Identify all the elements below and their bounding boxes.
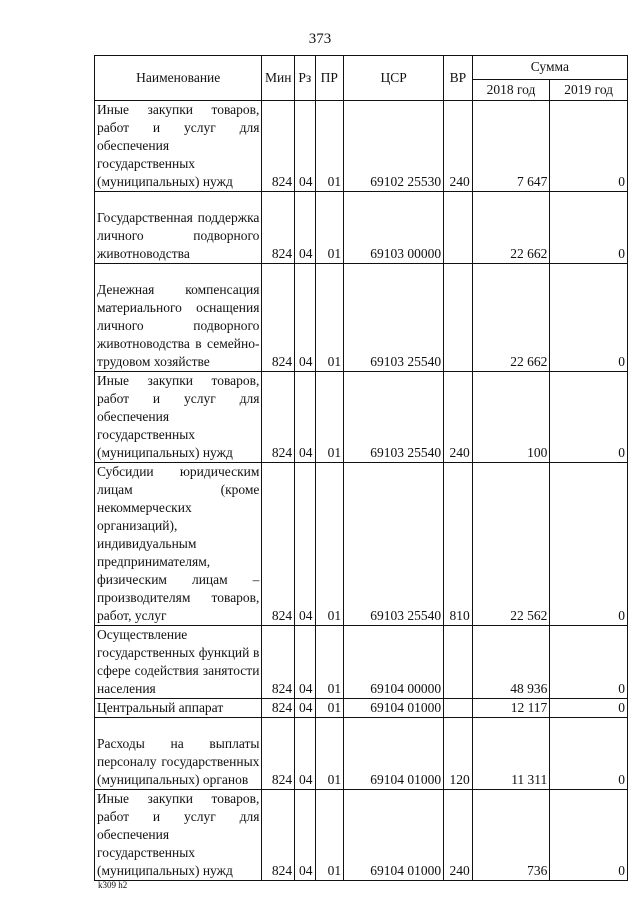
row-min: 824	[262, 463, 295, 626]
row-vr: 240	[444, 790, 473, 881]
row-csr: 69104 01000	[344, 699, 444, 718]
row-min: 824	[262, 192, 295, 264]
row-min: 824	[262, 372, 295, 463]
row-vr	[444, 699, 473, 718]
row-name: Государственная поддержка личного подворного животноводства	[95, 192, 262, 264]
row-min: 824	[262, 264, 295, 372]
row-sum-2019: 0	[550, 699, 628, 718]
row-name: Центральный аппарат	[95, 699, 262, 718]
row-rz: 04	[295, 718, 315, 790]
row-min: 824	[262, 718, 295, 790]
row-sum-2019: 0	[550, 192, 628, 264]
row-csr: 69103 25540	[344, 372, 444, 463]
row-sum-2018: 12 117	[472, 699, 550, 718]
row-name: Субсидии юридическим лицам (кроме некоммерческих организаций), индивидуальным предпринимателям, физическим лицам – производителям товаров, работ, услуг	[95, 463, 262, 626]
row-pr: 01	[315, 101, 344, 192]
page-number: 373	[308, 31, 332, 47]
row-rz: 04	[295, 626, 315, 699]
row-sum-2018: 736	[472, 790, 550, 881]
row-csr: 69104 01000	[344, 718, 444, 790]
header-rz: Рз	[295, 56, 315, 101]
row-sum-2018: 11 311	[472, 718, 550, 790]
row-pr: 01	[315, 699, 344, 718]
row-vr: 810	[444, 463, 473, 626]
row-sum-2019: 0	[550, 264, 628, 372]
header-min: Мин	[262, 56, 295, 101]
header-csr: ЦСР	[344, 56, 444, 101]
row-csr: 69104 01000	[344, 790, 444, 881]
row-vr	[444, 264, 473, 372]
header-year-2018: 2018 год	[472, 79, 550, 100]
row-rz: 04	[295, 699, 315, 718]
row-sum-2019: 0	[550, 463, 628, 626]
table-row	[95, 699, 628, 718]
row-csr: 69103 00000	[344, 192, 444, 264]
row-min: 824	[262, 101, 295, 192]
row-name: Расходы на выплаты персоналу государственных (муниципальных) органов	[95, 718, 262, 790]
table-row	[95, 101, 628, 192]
row-name: Иные закупки товаров, работ и услуг для обеспечения государственных (муниципальных) нужд	[95, 101, 262, 192]
table-row	[95, 718, 628, 790]
table-row	[95, 372, 628, 463]
footer-code: k309 h2	[98, 880, 128, 890]
header-name: Наименование	[95, 56, 262, 101]
row-sum-2018: 22 662	[472, 192, 550, 264]
row-csr: 69102 25530	[344, 101, 444, 192]
row-name: Осуществление государственных функций в сфере содействия занятости населения	[95, 626, 262, 699]
row-sum-2018: 7 647	[472, 101, 550, 192]
table-row	[95, 626, 628, 699]
row-csr: 69103 25540	[344, 264, 444, 372]
row-pr: 01	[315, 192, 344, 264]
table-row	[95, 192, 628, 264]
row-csr: 69104 00000	[344, 626, 444, 699]
row-sum-2018: 22 562	[472, 463, 550, 626]
row-rz: 04	[295, 372, 315, 463]
row-sum-2019: 0	[550, 626, 628, 699]
table-row	[95, 463, 628, 626]
row-pr: 01	[315, 264, 344, 372]
table-row	[95, 790, 628, 881]
row-pr: 01	[315, 718, 344, 790]
header-vr: ВР	[444, 56, 473, 101]
header-year-2019: 2019 год	[550, 79, 628, 100]
row-sum-2019: 0	[550, 101, 628, 192]
header-sum: Сумма	[472, 56, 627, 80]
row-name: Иные закупки товаров, работ и услуг для обеспечения государственных (муниципальных) нужд	[95, 790, 262, 881]
row-pr: 01	[315, 463, 344, 626]
row-rz: 04	[295, 192, 315, 264]
row-vr: 240	[444, 101, 473, 192]
row-vr: 240	[444, 372, 473, 463]
row-pr: 01	[315, 372, 344, 463]
row-rz: 04	[295, 790, 315, 881]
row-sum-2018: 22 662	[472, 264, 550, 372]
row-sum-2019: 0	[550, 790, 628, 881]
row-vr	[444, 626, 473, 699]
row-sum-2019: 0	[550, 718, 628, 790]
row-min: 824	[262, 626, 295, 699]
row-pr: 01	[315, 626, 344, 699]
table-body	[95, 101, 628, 881]
table-row	[95, 264, 628, 372]
row-min: 824	[262, 699, 295, 718]
row-vr: 120	[444, 718, 473, 790]
budget-table	[94, 55, 628, 881]
row-min: 824	[262, 790, 295, 881]
row-rz: 04	[295, 463, 315, 626]
row-name: Иные закупки товаров, работ и услуг для обеспечения государственных (муниципальных) нужд	[95, 372, 262, 463]
header-pr: ПР	[315, 56, 344, 101]
row-rz: 04	[295, 101, 315, 192]
row-vr	[444, 192, 473, 264]
row-name: Денежная компенсация материального оснащения личного подворного животноводства в семейно-трудовом хозяйстве	[95, 264, 262, 372]
row-rz: 04	[295, 264, 315, 372]
row-sum-2018: 100	[472, 372, 550, 463]
row-sum-2018: 48 936	[472, 626, 550, 699]
row-sum-2019: 0	[550, 372, 628, 463]
row-csr: 69103 25540	[344, 463, 444, 626]
row-pr: 01	[315, 790, 344, 881]
